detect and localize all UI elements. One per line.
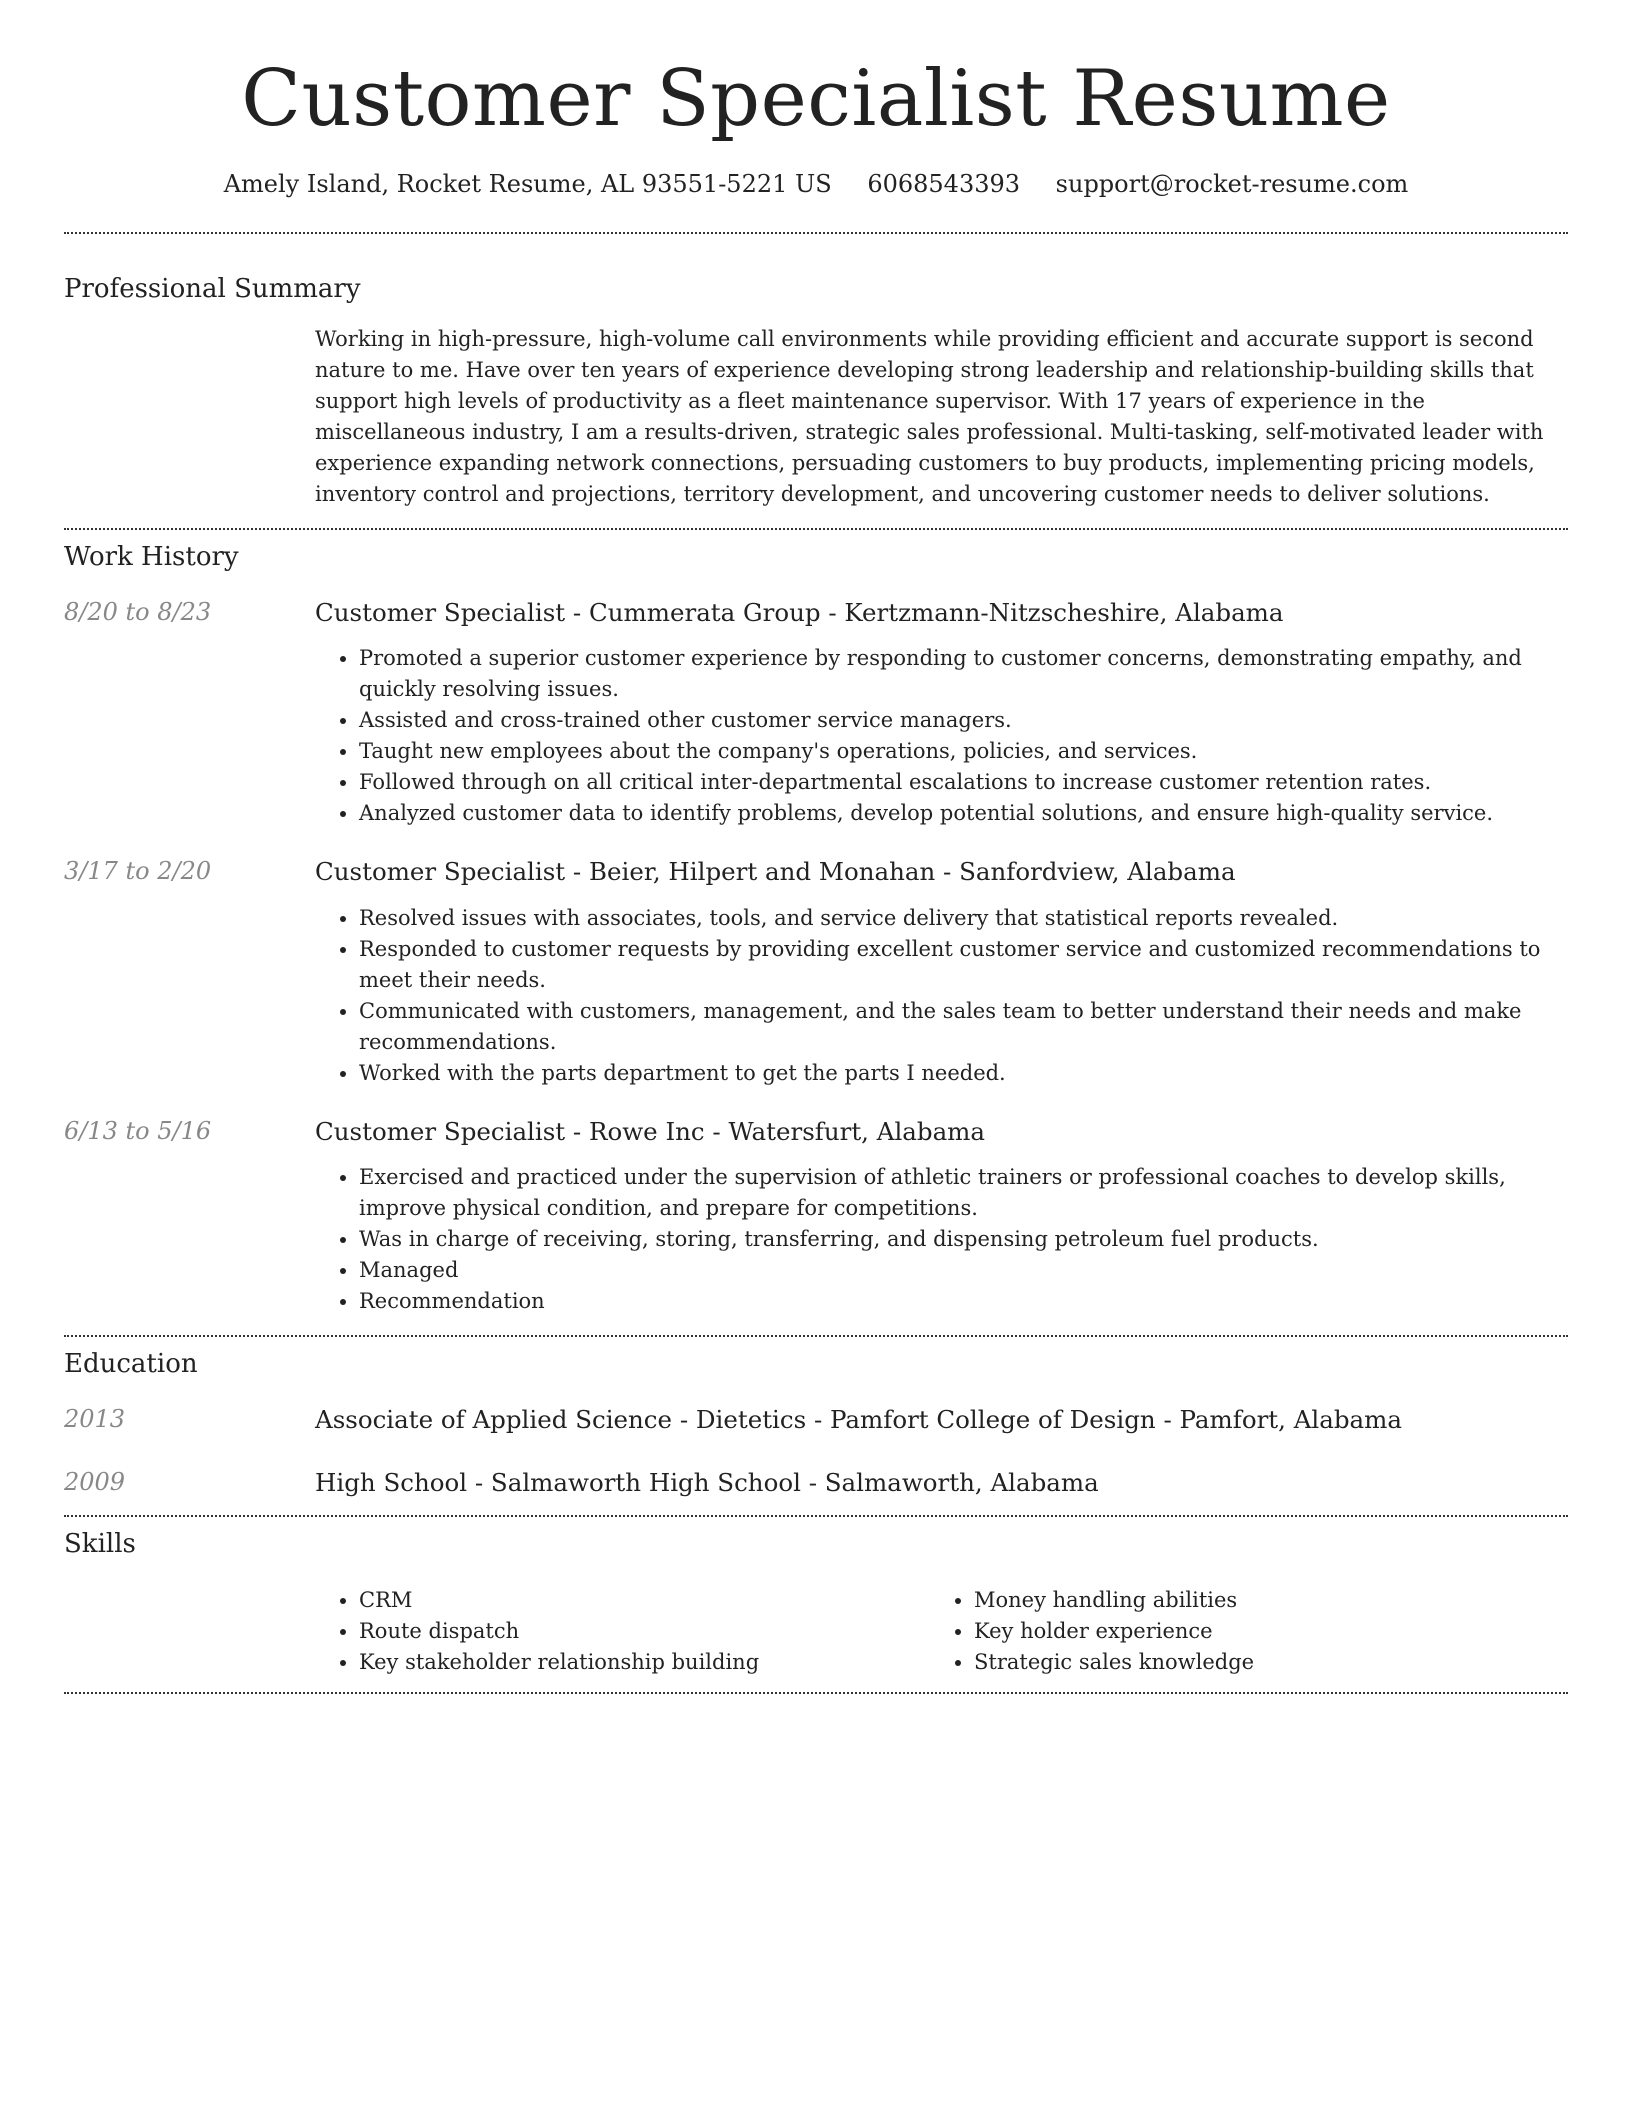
contact-address: Amely Island, Rocket Resume, AL 93551-5221 US [223,170,832,198]
job-title: Customer Specialist - Rowe Inc - Watersfurt, Alabama [315,1116,986,1146]
divider [64,1692,1568,1694]
job-entry [64,1117,1568,1317]
list-item: • Assisted and cross-trained other customer service managers. [359,705,1568,736]
resume-title: Customer Specialist Resume [241,54,1391,144]
job-bullets [315,1162,1568,1317]
list-item: • CRM [359,1585,930,1616]
list-item: • Managed [359,1255,1568,1286]
contact-line [64,170,1568,198]
list-item: • Resolved issues with associates, tools, and service delivery that statistical reports revealed. [359,903,1568,934]
job-bullets [315,903,1568,1089]
education-year: 2009 [64,1468,126,1497]
summary-heading: Professional Summary [64,274,361,304]
education-heading: Education [64,1349,198,1380]
list-item: • Analyzed customer data to identify problems, develop potential solutions, and ensure high-quality service. [359,798,1568,829]
education-entry [64,1405,1568,1434]
job-bullets [315,643,1568,829]
divider [64,1515,1568,1517]
divider [64,232,1568,234]
skills-section [64,1529,1568,1678]
education-title: Associate of Applied Science - Dietetics - Pamfort College of Design - Pamfort, Alabama [315,1405,1402,1435]
job-dates: 8/20 to 8/23 [64,598,212,626]
list-item: • Key stakeholder relationship building [359,1647,930,1678]
list-item: • Recommendation [359,1286,1568,1317]
work-history-section [64,542,1568,1317]
education-section [64,1349,1568,1497]
list-item: • Money handling abilities [974,1585,1545,1616]
contact-phone: 6068543393 [867,170,1021,198]
education-title: High School - Salmaworth High School - Salmaworth, Alabama [315,1468,1099,1498]
divider [64,1335,1568,1337]
job-entry [64,598,1568,829]
divider [64,528,1568,530]
list-item: • Strategic sales knowledge [974,1647,1545,1678]
list-item: • Was in charge of receiving, storing, transferring, and dispensing petroleum fuel products. [359,1224,1568,1255]
list-item: • Promoted a superior customer experience by responding to customer concerns, demonstrating empathy, and quickly resolving issues. [359,643,1568,705]
job-entry [64,857,1568,1088]
skills-column-left [315,1585,930,1678]
job-title: Customer Specialist - Beier, Hilpert and Monahan - Sanfordview, Alabama [315,857,1236,887]
summary-section [64,274,1568,510]
job-dates: 3/17 to 2/20 [64,857,212,886]
list-item: • Key holder experience [974,1616,1545,1647]
work-history-heading: Work History [64,542,239,572]
education-year: 2013 [64,1405,126,1434]
list-item: • Exercised and practiced under the supervision of athletic trainers or professional coaches to develop skills, improve physical condition, and prepare for competitions. [359,1162,1568,1224]
list-item: • Worked with the parts department to get the parts I needed. [359,1058,1568,1089]
list-item: • Followed through on all critical inter-departmental escalations to increase customer retention rates. [359,767,1568,798]
education-entry [64,1468,1568,1497]
list-item: • Responded to customer requests by providing excellent customer service and customized recommendations to meet their needs. [359,934,1568,996]
list-item: • Taught new employees about the company's operations, policies, and services. [359,736,1568,767]
list-item: • Route dispatch [359,1616,930,1647]
list-item: • Communicated with customers, management, and the sales team to better understand their needs and make recommendations. [359,996,1568,1058]
summary-text: Working in high-pressure, high-volume call environments while providing efficient and accurate support is second nature to me. Have over ten years of experience developing strong leadership and relationship-building skills that support high levels of productivity as a fleet maintenance supervisor. With 17 years of experience in the miscellaneous industry, I am a results-driven, strategic sales professional. Multi-tasking, self-motivated leader with experience expanding network connections, persuading customers to buy products, implementing pricing models, inventory control and projections, territory development, and uncovering customer needs to deliver solutions. [315,327,1544,506]
skills-heading: Skills [64,1529,136,1560]
job-dates: 6/13 to 5/16 [64,1116,212,1145]
skills-column-right [930,1585,1545,1678]
skills-list [315,1585,1568,1678]
contact-email: support@rocket-resume.com [1055,170,1409,198]
job-title: Customer Specialist - Cummerata Group - Kertzmann-Nitzscheshire, Alabama [315,598,1284,627]
